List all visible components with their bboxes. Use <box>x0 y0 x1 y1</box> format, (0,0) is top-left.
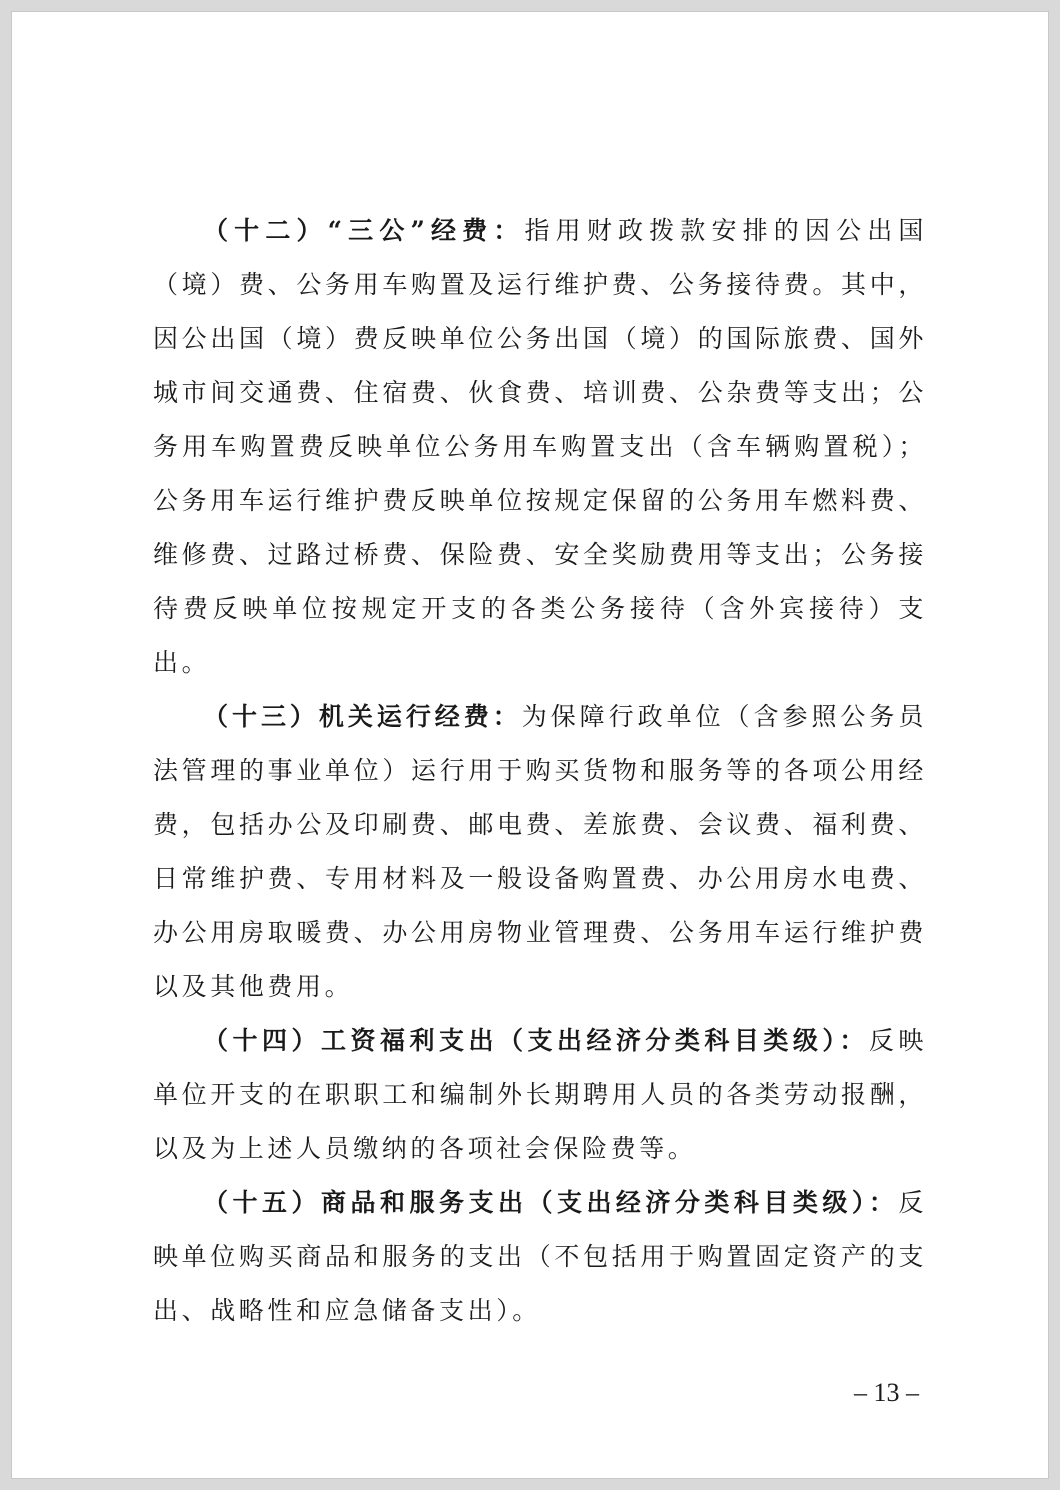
paragraph-15-body: 反映单位购买商品和服务的支出（不包括用于购置固定资产的支出、战略性和应急储备支出）。 <box>153 1188 927 1325</box>
paragraph-14 <box>153 1014 927 1176</box>
paragraph-15-heading: （十五）商品和服务支出（支出经济分类科目类级）： <box>203 1188 899 1217</box>
body-text <box>153 204 927 1338</box>
document-page <box>11 11 1049 1479</box>
paragraph-13-heading: （十三）机关运行经费： <box>203 702 522 731</box>
paragraph-13 <box>153 690 927 1014</box>
paragraph-14-heading: （十四）工资福利支出（支出经济分类科目类级）： <box>203 1026 869 1055</box>
paragraph-12-body: 指用财政拨款安排的因公出国（境）费、公务用车购置及运行维护费、公务接待费。其中，因公出国（境）费反映单位公务出国（境）的国际旅费、国外城市间交通费、住宿费、伙食费、培训费、公杂费等支出；公务用车购置费反映单位公务用车购置支出（含车辆购置税）；公务用车运行维护费反映单位按规定保留的公务用车燃料费、维修费、过路过桥费、保险费、安全奖励费用等支出；公务接待费反映单位按规定开支的各类公务接待（含外宾接待）支出。 <box>153 216 927 677</box>
paragraph-15 <box>153 1176 927 1338</box>
paragraph-14-body: 反映单位开支的在职职工和编制外长期聘用人员的各类劳动报酬，以及为上述人员缴纳的各项社会保险费等。 <box>153 1026 928 1163</box>
paragraph-13-body: 为保障行政单位（含参照公务员法管理的事业单位）运行用于购买货物和服务等的各项公用经费，包括办公及印刷费、邮电费、差旅费、会议费、福利费、日常维护费、专用材料及一般设备购置费、办公用房水电费、办公用房取暖费、办公用房物业管理费、公务用车运行维护费以及其他费用。 <box>153 702 927 1001</box>
page-number: – 13 – <box>854 1378 919 1407</box>
paragraph-12-heading: （十二）“三公”经费： <box>203 216 525 245</box>
paragraph-12 <box>153 204 927 690</box>
